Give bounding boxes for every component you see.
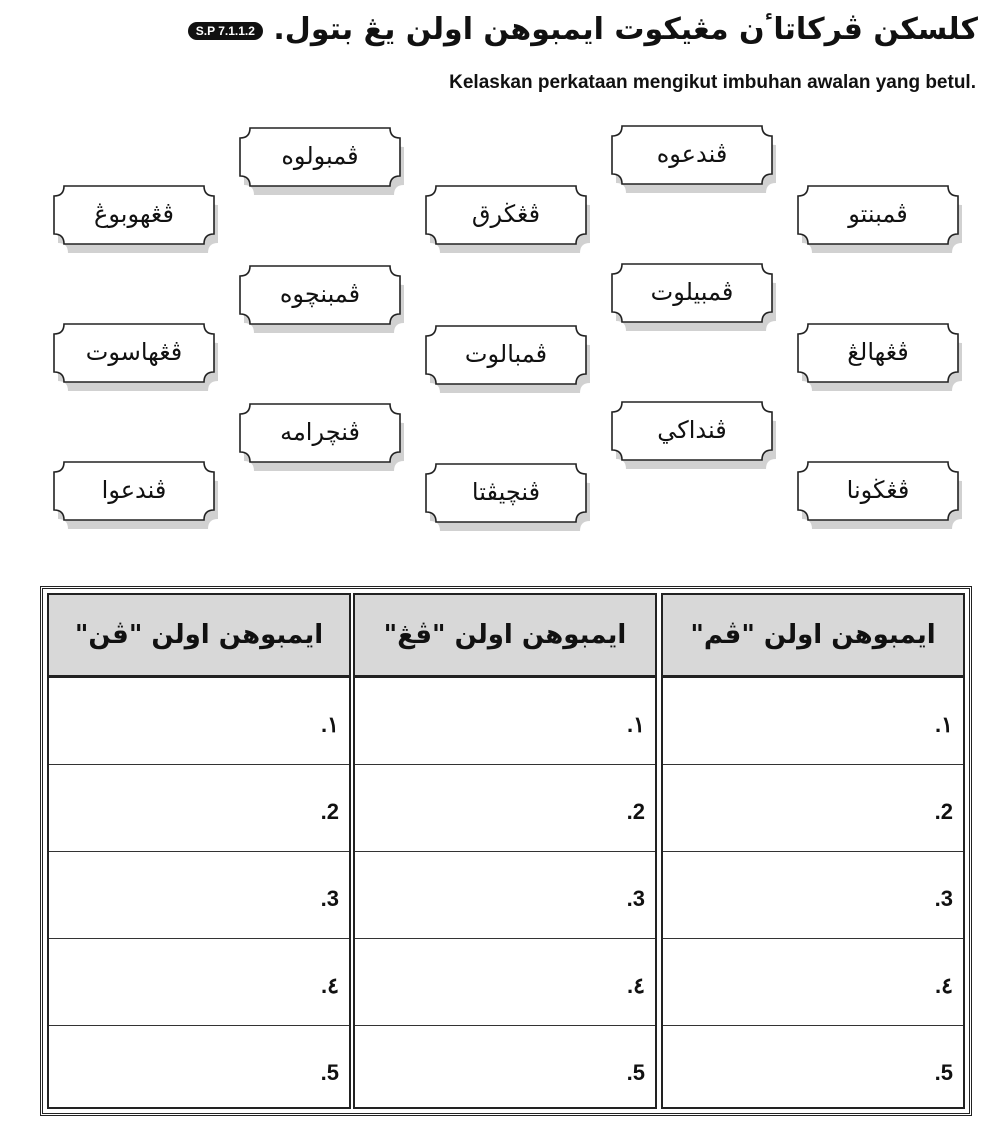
word-card[interactable] [602, 398, 782, 472]
word-label: ڤڠهاسوت [85, 338, 183, 366]
row-number: .3 [320, 886, 339, 911]
word-label: ڤندعوه [656, 140, 728, 168]
word-label: ڤمبنتو [848, 200, 908, 228]
word-card[interactable] [44, 182, 224, 256]
row-number: .3 [934, 886, 953, 911]
word-card[interactable] [230, 124, 410, 198]
row-number: .5 [934, 1060, 953, 1085]
row-number: .٤ [627, 973, 645, 998]
word-card[interactable] [602, 260, 782, 334]
answer-cell[interactable] [663, 852, 963, 939]
answer-cell[interactable] [355, 939, 655, 1026]
column-pen [47, 593, 351, 1109]
row-number: .3 [626, 886, 645, 911]
row-number: .١ [321, 712, 339, 737]
word-label: ڤمبيلوت [650, 278, 734, 306]
word-card[interactable] [788, 320, 968, 394]
word-label: ڤڠهالڠ [847, 338, 909, 366]
word-card[interactable] [788, 182, 968, 256]
answer-cell[interactable] [49, 939, 349, 1026]
instruction-title-arabic [180, 12, 978, 47]
word-card[interactable] [44, 320, 224, 394]
answer-cell[interactable] [49, 852, 349, 939]
word-label: ڤنچرامه [280, 418, 360, 446]
word-card[interactable] [230, 400, 410, 474]
word-label: ڤڠڬونا [846, 476, 910, 504]
instruction-title-malay: Kelaskan perkataan mengikut imbuhan awalan yang betul. [449, 72, 976, 93]
row-number: .٤ [935, 973, 953, 998]
word-label: ڤنچيڤتا [471, 478, 541, 506]
row-number: .2 [934, 799, 953, 824]
answer-cell[interactable] [355, 852, 655, 939]
row-number: .5 [320, 1060, 339, 1085]
instruction-text-arabic: كلسكن ڤركاتاٴن مڠيكوت ايمبوهن اولن يڠ بتول. [273, 12, 978, 47]
word-label: ڤنداكي [657, 416, 727, 444]
row-number: .٤ [321, 973, 339, 998]
answer-cell[interactable] [355, 678, 655, 765]
row-number: .١ [935, 712, 953, 737]
column-pem [661, 593, 965, 1109]
answer-cell[interactable] [663, 765, 963, 852]
column-heading: ايمبوهن اولن "ڤن" [49, 595, 349, 678]
word-card[interactable] [602, 122, 782, 196]
worksheet-header [0, 0, 1000, 110]
word-label: ڤڠڬرق [471, 200, 541, 228]
word-label: ڤمبنچوه [279, 280, 361, 308]
row-number: .5 [626, 1060, 645, 1085]
answer-cell[interactable] [663, 939, 963, 1026]
row-number: .2 [626, 799, 645, 824]
column-heading: ايمبوهن اولن "ڤڠ" [355, 595, 655, 678]
word-card[interactable] [230, 262, 410, 336]
answer-cell[interactable] [663, 678, 963, 765]
answer-cell[interactable] [663, 1026, 963, 1113]
word-card[interactable] [416, 182, 596, 256]
word-card[interactable] [788, 458, 968, 532]
answer-cell[interactable] [49, 765, 349, 852]
word-bank [0, 110, 1000, 560]
answer-cell[interactable] [355, 1026, 655, 1113]
curriculum-code-badge: S.P 7.1.1.2 [188, 22, 263, 40]
answer-cell[interactable] [355, 765, 655, 852]
column-heading: ايمبوهن اولن "ڤم" [663, 595, 963, 678]
word-label: ڤندعوا [101, 476, 167, 504]
word-label: ڤڠهوبوڠ [94, 200, 174, 228]
answer-cell[interactable] [49, 1026, 349, 1113]
word-card[interactable] [416, 460, 596, 534]
row-number: .2 [320, 799, 339, 824]
answer-cell[interactable] [49, 678, 349, 765]
word-card[interactable] [416, 322, 596, 396]
word-label: ڤمبولوه [281, 142, 359, 170]
word-card[interactable] [44, 458, 224, 532]
classification-table [40, 586, 972, 1116]
column-peng [353, 593, 657, 1109]
row-number: .١ [627, 712, 645, 737]
word-label: ڤمبالوت [464, 340, 548, 368]
